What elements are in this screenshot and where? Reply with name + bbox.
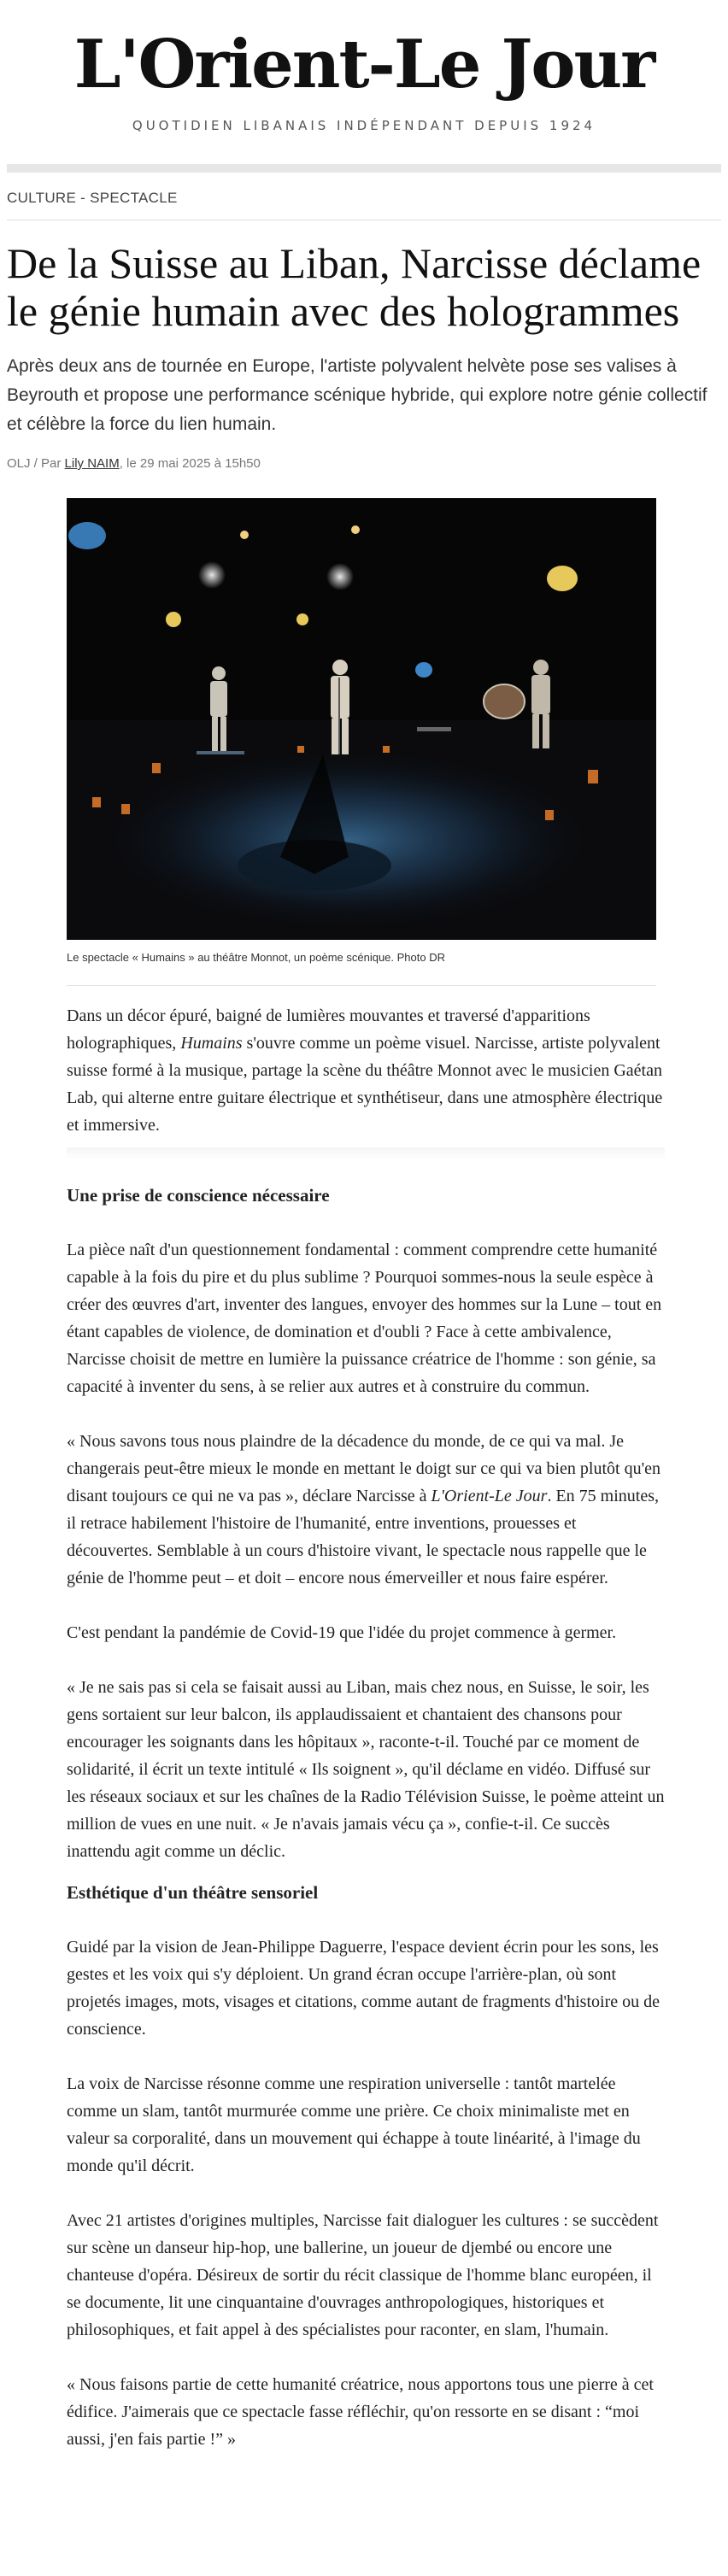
subheading-2: Esthétique d'un théâtre sensoriel [67,1882,319,1903]
caption-divider [67,985,656,986]
paragraph-7: La voix de Narcisse résonne comme une respiration universelle : tantôt martelée comme un slam, tantôt murmurée comme une prière. Ce choix minimaliste met en valeur sa corporalité, dans un mouvement qui échappe à toute linéarité, à l'image du monde qu'il décrit. [67,2074,641,2175]
ad-divider [67,1147,665,1159]
byline-date: , le 29 mai 2025 à 15h50 [119,456,261,471]
paragraph-5: « Je ne sais pas si cela se faisait aussi au Liban, mais chez nous, en Suisse, le soir, les gens sortaient sur leur balcon, ils applaudissaient et chantaient des chansons pour encourager les soignants dans les hôpitaux », raconte-t-il. Touché par ce moment de solidarité, il écrit un texte intitulé « Ils soignent », qu'il déclame en vidéo. Diffusé sur les réseaux sociaux et sur les chaînes de la Radio Télévision Suisse, le poème atteint un million de vues en une nuit. « Je n'avais jamais vécu ça », confie-t-il. Ce succès inattendu agit comme un déclic. [67,1678,665,1861]
stage-photo-image [67,498,656,940]
paragraph-9: « Nous faisons partie de cette humanité créatrice, nous apportons tous une pierre à cet édifice. J'aimerais que ce spectacle fasse réfléchir, qu'on ressorte en se disant : “moi aussi, j'en fais partie !” » [67,2375,654,2449]
byline-prefix: OLJ / Par [7,456,65,471]
paragraph-1: Dans un décor épuré, baigné de lumières mouvantes et traversé d'apparitions holographiques, Humains s'ouvre comme un poème visuel. Narcisse, artiste polyvalent suisse formé à la musique, partage la scène du théâtre Monnot avec le musicien Gaétan Lab, qui alterne entre guitare électrique et synthétiseur, dans une atmosphère électrique et immersive. [67,1006,663,1135]
paragraph-3: « Nous savons tous nous plaindre de la décadence du monde, de ce qui va mal. Je changerais peut-être mieux le monde en mettant le doigt sur ce qui va bien plutôt qu'en disant toujours ce qui ne va pas », déclare Narcisse à L'Orient-Le Jour. En 75 minutes, il retrace habilement l'histoire de l'humanité, entre inventions, prouesses et découvertes. Semblable à un cours d'histoire vivant, le spectacle nous rappelle que le génie de l'homme peut – et doit – encore nous émerveiller et nous faire espérer. [67,1432,661,1587]
site-logo[interactable]: L'Orient-Le Jour [73,26,655,103]
article-title: De la Suisse au Liban, Narcisse déclame le génie humain avec des hologrammes [7,239,702,335]
paragraph-8: Avec 21 artistes d'origines multiples, Narcisse fait dialoguer les cultures : se succèdent sur scène un danseur hip-hop, une ballerine, un joueur de djembé ou encore une chanteuse d'opéra. Désireux de sortir du récit classique de l'homme blanc européen, il se documente, lit une cinquantaine d'ouvrages anthropologiques, historiques et philosophiques, et fait appel à des spécialistes pour raconter, en slam, l'humain. [67,2211,659,2339]
section-label[interactable]: CULTURE - SPECTACLE [7,190,178,206]
site-header [0,0,728,164]
byline [7,456,261,471]
article-photo [67,498,656,940]
author-link[interactable]: Lily NAIM [64,456,120,471]
paragraph-6: Guidé par la vision de Jean-Philippe Daguerre, l'espace devient écrin pour les sons, les gestes et les voix qui s'y déploient. Un grand écran occupe l'arrière-plan, où sont projetés images, mots, visages et citations, comme autant de fragments d'histoire ou de conscience. [67,1938,660,2039]
article-body [67,1002,665,2480]
paragraph-2: La pièce naît d'un questionnement fondamental : comment comprendre cette humanité capable à la fois du pire et du plus sublime ? Pourquoi sommes-nous la seule espèce à créer des œuvres d'art, inventer des langues, envoyer des hommes sur la Lune – tout en étant capables de violence, de domination et d'oubli ? Face à cette ambivalence, Narcisse choisit de mettre en lumière la puissance créatrice de l'homme : son génie, sa capacité à inventer du sens, à se relier aux autres et à construire du commun. [67,1241,662,1396]
site-tagline: QUOTIDIEN LIBANAIS INDÉPENDANT DEPUIS 1924 [132,118,596,133]
photo-caption: Le spectacle « Humains » au théâtre Monnot, un poème scénique. Photo DR [67,951,445,964]
article-lede: Après deux ans de tournée en Europe, l'artiste polyvalent helvète pose ses valises à Beyrouth et propose une performance scénique hybride, qui explore notre génie collectif et célèbre la force du lien humain. [7,356,707,434]
subheading-1: Une prise de conscience nécessaire [67,1185,330,1206]
paragraph-4: C'est pendant la pandémie de Covid-19 que l'idée du projet commence à germer. [67,1623,617,1642]
header-divider [7,164,721,173]
